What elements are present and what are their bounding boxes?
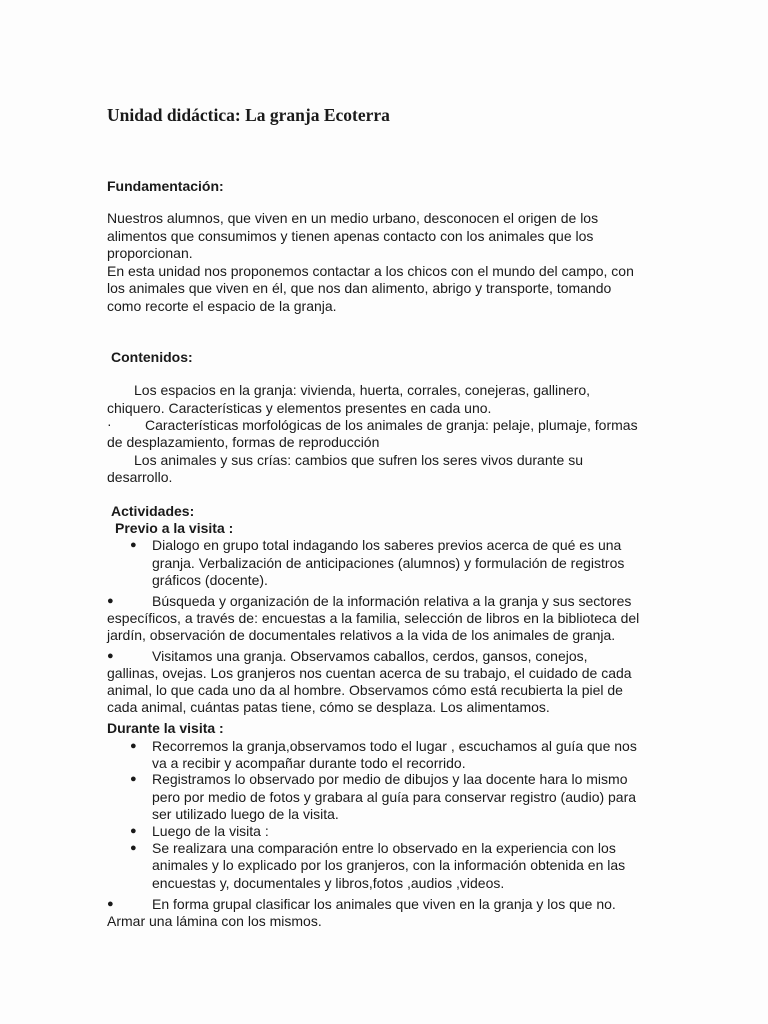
- contenidos-heading: Contenidos:: [111, 349, 193, 365]
- bullet-icon: ●: [130, 825, 137, 837]
- bullet-icon: ●: [130, 773, 137, 785]
- list-item-line: Recorremos la granja,observamos todo el lugar , escuchamos al guía que nos: [152, 738, 637, 754]
- list-item-line: Dialogo en grupo total indagando los saberes previos acerca de qué es una: [152, 537, 622, 553]
- contenidos-line: desarrollo.: [107, 469, 173, 485]
- list-item-line: Registramos lo observado por medio de dibujos y laa docente hara lo mismo: [152, 771, 628, 787]
- contenidos-line: de desplazamiento, formas de reproducción: [107, 434, 380, 450]
- fundamentacion-line: En esta unidad nos proponemos contactar a los chicos con el mundo del campo, con: [107, 263, 634, 279]
- bullet-icon: ●: [130, 740, 137, 752]
- list-item-line: Búsqueda y organización de la información relativa a la granja y sus sectores: [152, 593, 632, 609]
- fundamentacion-line: como recorte el espacio de la granja.: [107, 298, 337, 314]
- document-title: Unidad didáctica: La granja Ecoterra: [107, 105, 390, 125]
- contenidos-bullet-mark: ·: [107, 416, 112, 432]
- contenidos-line: Los animales y sus crías: cambios que sufren los seres vivos durante su: [134, 452, 583, 468]
- bullet-icon: ●: [130, 842, 137, 854]
- list-item-line: específicos, a través de: encuestas a la familia, selección de libros en la biblioteca del: [107, 610, 640, 626]
- list-item-line: Armar una lámina con los mismos.: [107, 913, 322, 929]
- fundamentacion-line: alimentos que consumimos y tienen apenas contacto con los animales que los: [107, 228, 594, 244]
- contenidos-line: Características morfológicas de los animales de granja: pelaje, plumaje, formas: [145, 417, 638, 433]
- fundamentacion-heading: Fundamentación:: [107, 178, 224, 194]
- list-item-line: gallinas, ovejas. Los granjeros nos cuentan acerca de su trabajo, el cuidado de cada: [107, 665, 632, 681]
- bullet-icon: ●: [130, 539, 137, 551]
- list-item-line: va a recibir y acompañar durante todo el recorrido.: [152, 755, 466, 771]
- list-item-line: En forma grupal clasificar los animales que viven en la granja y los que no.: [152, 896, 616, 912]
- list-item-line: cada animal, cuántas patas tiene, cómo se desplaza. Los alimentamos.: [107, 699, 550, 715]
- list-item-line: granja. Verbalización de anticipaciones (alumnos) y formulación de registros: [152, 555, 625, 571]
- bullet-icon: ●: [107, 650, 114, 662]
- actividades-heading: Actividades:: [111, 503, 195, 519]
- contenidos-line: Los espacios en la granja: vivienda, huerta, corrales, conejeras, gallinero,: [134, 382, 591, 398]
- list-item-line: ser utilizado luego de la visita.: [152, 806, 339, 822]
- list-item-line: gráficos (docente).: [152, 572, 268, 588]
- list-item-line: Luego de la visita :: [152, 823, 269, 839]
- list-item-line: Se realizara una comparación entre lo observado en la experiencia con los: [152, 840, 616, 856]
- durante-heading: Durante la visita :: [107, 720, 224, 736]
- list-item-line: animal, lo que cada uno da al hombre. Observamos cómo está recubierta la piel de: [107, 682, 623, 698]
- fundamentacion-line: los animales que viven en él, que nos dan alimento, abrigo y transporte, tomando: [107, 280, 612, 296]
- fundamentacion-line: Nuestros alumnos, que viven en un medio urbano, desconocen el origen de los: [107, 210, 599, 226]
- previo-heading: Previo a la visita :: [115, 520, 234, 536]
- contenidos-line: chiquero. Características y elementos presentes en cada uno.: [107, 400, 492, 416]
- bullet-icon: ●: [107, 898, 114, 910]
- bullet-icon: ●: [107, 595, 114, 607]
- list-item-line: jardín, observación de documentales relativos a la vida de los animales de granja.: [107, 627, 616, 643]
- fundamentacion-line: proporcionan.: [107, 245, 193, 261]
- list-item-line: Visitamos una granja. Observamos caballos, cerdos, gansos, conejos,: [152, 648, 588, 664]
- list-item-line: encuestas y, documentales y libros,fotos ,audios ,videos.: [152, 875, 505, 891]
- list-item-line: pero por medio de fotos y grabara al guía para conservar registro (audio) para: [152, 789, 637, 805]
- list-item-line: animales y lo explicado por los granjeros, con la información obtenida en las: [152, 857, 626, 873]
